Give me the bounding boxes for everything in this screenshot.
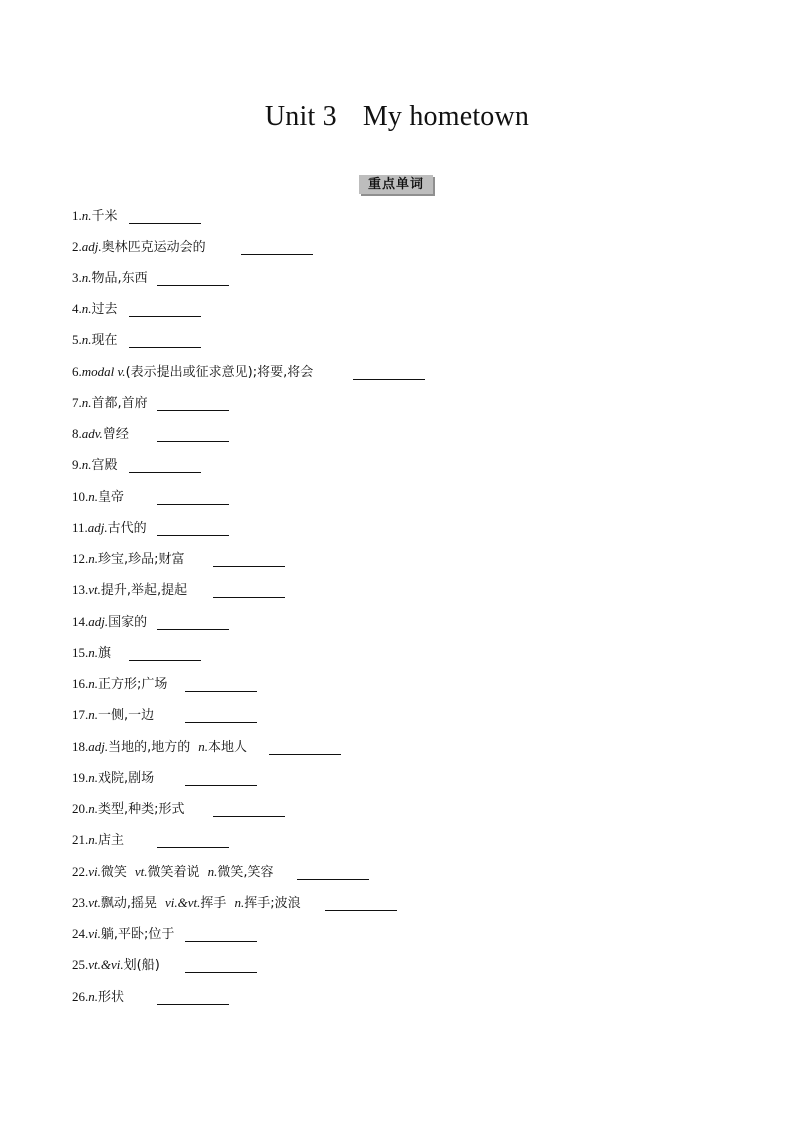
vocab-item: 20.n.类型,种类;形式 [72, 801, 185, 817]
vocab-item: 2.adj.奥林匹克运动会的 [72, 239, 206, 255]
meaning: 奥林匹克运动会的 [101, 240, 206, 255]
meaning: 本地人 [208, 740, 248, 755]
meaning: 古代的 [107, 521, 147, 536]
meaning: 千米 [91, 209, 118, 224]
vocab-item: 10.n.皇帝 [72, 489, 125, 505]
meaning: 一侧,一边 [98, 708, 155, 723]
answer-blank[interactable] [353, 379, 425, 380]
part-of-speech: n. [234, 895, 245, 910]
unit-label: Unit 3 [264, 101, 337, 132]
meaning: 当地的,地方的 [108, 740, 191, 755]
meaning: 微笑 [100, 865, 127, 880]
answer-blank[interactable] [157, 441, 229, 442]
meaning: 现在 [91, 333, 118, 348]
vocab-item: 21.n.店主 [72, 832, 125, 848]
answer-blank[interactable] [157, 847, 229, 848]
answer-blank[interactable] [213, 566, 285, 567]
answer-blank[interactable] [185, 722, 257, 723]
meaning: 曾经 [102, 427, 129, 442]
meaning: 旗 [98, 646, 112, 661]
answer-blank[interactable] [129, 472, 201, 473]
meaning: 微笑,笑容 [217, 865, 274, 880]
part-of-speech: n. [81, 395, 92, 410]
part-of-speech: n. [88, 551, 98, 566]
vocab-item: 14.adj.国家的 [72, 614, 148, 630]
vocab-item: 4.n.过去 [72, 301, 118, 317]
part-of-speech: n. [81, 208, 92, 223]
part-of-speech: vt. [134, 864, 148, 879]
part-of-speech: adj. [88, 739, 109, 754]
meaning: 挥手;波浪 [244, 896, 301, 911]
meaning: 挥手 [200, 896, 227, 911]
part-of-speech: adj. [81, 239, 102, 254]
answer-blank[interactable] [185, 691, 257, 692]
part-of-speech: n. [81, 301, 92, 316]
section-heading-label: 重点单词 [367, 177, 424, 192]
answer-blank[interactable] [129, 660, 201, 661]
meaning: 微笑着说 [147, 865, 200, 880]
part-of-speech: vt. [88, 895, 101, 910]
meaning: 国家的 [108, 615, 148, 630]
meaning: 提升,举起,提起 [100, 583, 188, 598]
part-of-speech: n. [207, 864, 218, 879]
part-of-speech: n. [88, 707, 98, 722]
answer-blank[interactable] [241, 254, 313, 255]
part-of-speech: n. [88, 489, 98, 504]
answer-blank[interactable] [325, 910, 397, 911]
part-of-speech: n. [88, 832, 98, 847]
answer-blank[interactable] [129, 223, 201, 224]
vocab-item: 6.modal v.(表示提出或征求意见);将要,将会 [72, 364, 314, 380]
meaning: 珍宝,珍品;财富 [98, 552, 185, 567]
part-of-speech: n. [88, 676, 98, 691]
part-of-speech: vi.&vt. [165, 895, 201, 910]
page-title [0, 100, 794, 134]
vocab-item: 25.vt.&vi.划(船) [72, 957, 160, 973]
answer-blank[interactable] [185, 785, 257, 786]
answer-blank[interactable] [185, 972, 257, 973]
meaning: 划(船) [123, 958, 160, 973]
meaning: 躺,平卧;位于 [100, 927, 175, 942]
meaning: 过去 [91, 302, 118, 317]
meaning: 首都,首府 [91, 396, 148, 411]
answer-blank[interactable] [185, 941, 257, 942]
answer-blank[interactable] [157, 285, 229, 286]
meaning: 类型,种类;形式 [98, 802, 185, 817]
vocab-item: 18.adj.当地的,地方的 n.本地人 [72, 739, 248, 755]
part-of-speech: n. [81, 332, 92, 347]
vocab-item: 26.n.形状 [72, 989, 125, 1005]
meaning: (表示提出或征求意见);将要,将会 [125, 365, 314, 380]
vocab-item: 12.n.珍宝,珍品;财富 [72, 551, 185, 567]
section-heading-badge [359, 175, 433, 194]
answer-blank[interactable] [157, 629, 229, 630]
part-of-speech: n. [88, 770, 98, 785]
vocab-item: 11.adj.古代的 [72, 520, 147, 536]
vocab-item: 15.n.旗 [72, 645, 112, 661]
meaning: 宫殿 [91, 458, 118, 473]
vocab-item: 19.n.戏院,剧场 [72, 770, 155, 786]
part-of-speech: adj. [88, 614, 109, 629]
part-of-speech: vi. [88, 864, 101, 879]
vocab-item: 17.n.一侧,一边 [72, 707, 155, 723]
answer-blank[interactable] [157, 504, 229, 505]
meaning: 戏院,剧场 [98, 771, 155, 786]
part-of-speech: n. [198, 739, 209, 754]
vocab-item: 23.vt.飘动,摇晃 vi.&vt.挥手 n.挥手;波浪 [72, 895, 301, 911]
part-of-speech: modal v. [81, 364, 126, 379]
answer-blank[interactable] [129, 316, 201, 317]
meaning: 店主 [98, 833, 125, 848]
answer-blank[interactable] [157, 535, 229, 536]
vocab-item: 1.n.千米 [72, 208, 118, 224]
part-of-speech: vi. [88, 926, 101, 941]
answer-blank[interactable] [269, 754, 341, 755]
vocab-item: 22.vi.微笑 vt.微笑着说 n.微笑,笑容 [72, 864, 274, 880]
meaning: 皇帝 [98, 490, 125, 505]
part-of-speech: adv. [81, 426, 103, 441]
answer-blank[interactable] [213, 597, 285, 598]
meaning: 飘动,摇晃 [100, 896, 158, 911]
vocab-item: 3.n.物品,东西 [72, 270, 148, 286]
unit-topic: My hometown [362, 101, 530, 132]
vocab-item: 9.n.宫殿 [72, 457, 118, 473]
answer-blank[interactable] [157, 410, 229, 411]
answer-blank[interactable] [157, 1004, 229, 1005]
part-of-speech: vt. [88, 582, 101, 597]
part-of-speech: n. [81, 270, 92, 285]
vocab-item: 24.vi.躺,平卧;位于 [72, 926, 175, 942]
part-of-speech: n. [88, 989, 98, 1004]
part-of-speech: adj. [87, 520, 108, 535]
part-of-speech: n. [88, 645, 98, 660]
meaning: 正方形;广场 [98, 677, 168, 692]
part-of-speech: n. [81, 457, 92, 472]
part-of-speech: vt.&vi. [88, 957, 124, 972]
answer-blank[interactable] [213, 816, 285, 817]
vocab-item: 7.n.首都,首府 [72, 395, 148, 411]
part-of-speech: n. [88, 801, 98, 816]
vocab-item: 8.adv.曾经 [72, 426, 129, 442]
vocab-item: 5.n.现在 [72, 332, 118, 348]
meaning: 物品,东西 [91, 271, 148, 286]
vocab-item: 16.n.正方形;广场 [72, 676, 168, 692]
answer-blank[interactable] [297, 879, 369, 880]
answer-blank[interactable] [129, 347, 201, 348]
vocab-item: 13.vt.提升,举起,提起 [72, 582, 188, 598]
meaning: 形状 [98, 990, 125, 1005]
